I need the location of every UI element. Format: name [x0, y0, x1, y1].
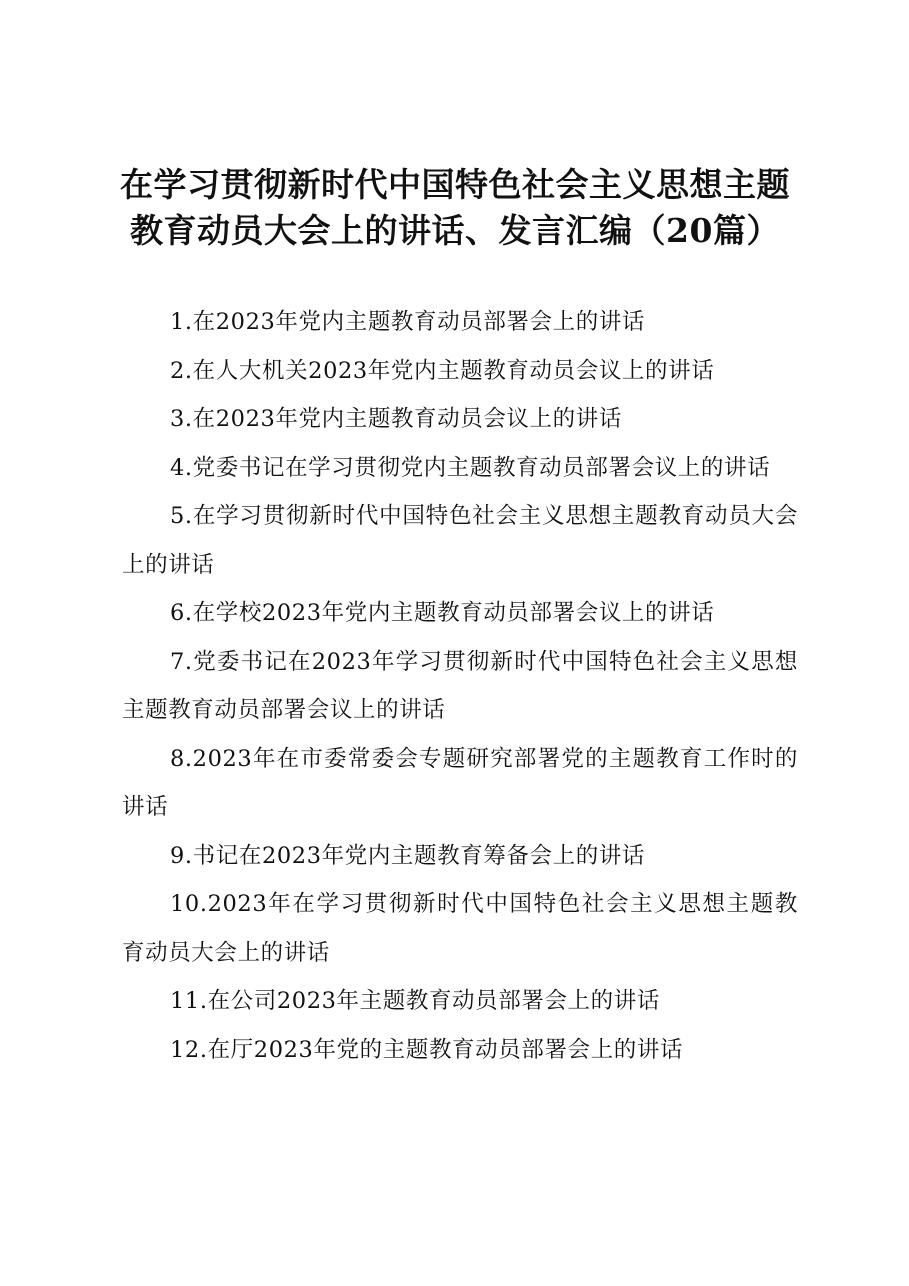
title-line-1: 在学习贯彻新时代中国特色社会主义思想主题	[120, 165, 790, 204]
toc-item-2: 2.在人大机关2023年党内主题教育动员会议上的讲话	[170, 357, 715, 384]
table-of-contents	[122, 298, 798, 1074]
toc-item-10: 10.2023年在学习贯彻新时代中国特色社会主义思想主题教育动员大会上的讲话	[122, 891, 798, 966]
toc-item-12: 12.在厅2023年党的主题教育动员部署会上的讲话	[170, 1036, 684, 1063]
toc-item-11: 11.在公司2023年主题教育动员部署会上的讲话	[170, 988, 660, 1014]
toc-item-8: 8.2023年在市委常委会专题研究部署党的主题教育工作时的讲话	[122, 745, 798, 820]
toc-item-1: 1.在2023年党内主题教育动员部署会上的讲话	[170, 309, 646, 335]
document-title	[110, 162, 800, 254]
toc-item-3: 3.在2023年党内主题教育动员会议上的讲话	[170, 406, 622, 432]
toc-item-9: 9.书记在2023年党内主题教育筹备会上的讲话	[170, 842, 646, 869]
toc-item-7: 7.党委书记在2023年学习贯彻新时代中国特色社会主义思想主题教育动员部署会议上的讲话	[122, 648, 798, 723]
toc-item-6: 6.在学校2023年党内主题教育动员部署会议上的讲话	[170, 600, 715, 626]
title-line-2: 教育动员大会上的讲话、发言汇编（20篇）	[130, 211, 780, 250]
toc-item-4: 4.党委书记在学习贯彻党内主题教育动员部署会议上的讲话	[170, 454, 771, 481]
toc-item-5: 5.在学习贯彻新时代中国特色社会主义思想主题教育动员大会上的讲话	[122, 503, 798, 578]
